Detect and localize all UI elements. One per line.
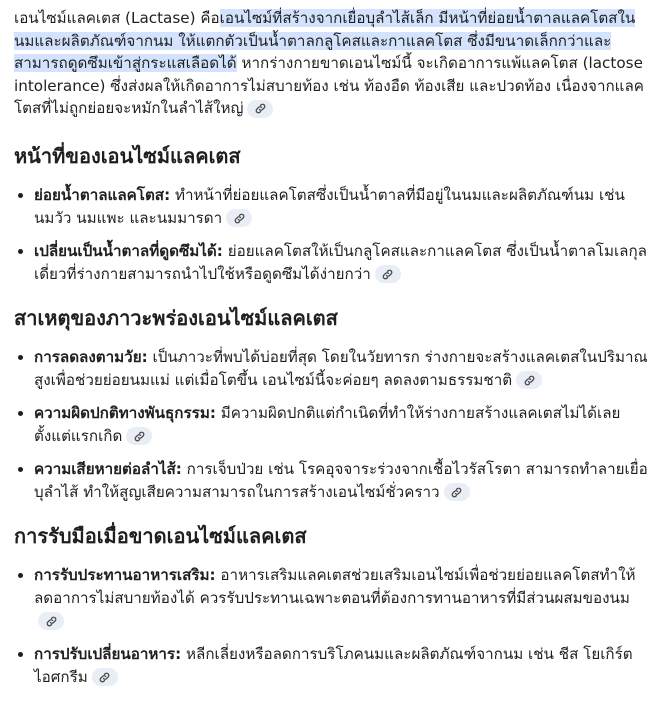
intro-text-start: เอนไซม์แลคเตส (Lactase) คือ [14,9,220,27]
source-link-button[interactable] [516,371,542,389]
section-title-functions: หน้าที่ของเอนไซม์แลคเตส [14,143,241,168]
item-term: ย่อยน้ำตาลแลคโตส: [34,185,171,204]
item-term: ความผิดปกติทางพันธุกรรม: [34,403,216,422]
list-item [34,564,652,633]
section-title-causes: สาเหตุของภาวะพร่องเอนไซม์แลคเตส [14,305,338,330]
source-link-button[interactable] [375,265,401,283]
source-link-button[interactable] [226,209,252,227]
intro-paragraph [14,7,652,120]
item-text: มีความผิดปกติแต่กำเนิดที่ทำให้ร่างกายสร้างแลคเตสไม่ได้เลยตั้งแต่แรกเกิด [34,403,621,445]
link-icon [233,212,246,225]
link-icon [450,486,463,499]
list-item [34,346,652,392]
link-icon [133,430,146,443]
list-item [34,458,652,504]
list-item [34,643,652,689]
item-term: การปรับเปลี่ยนอาหาร: [34,644,182,663]
item-term: ความเสียหายต่อลำไส้: [34,459,182,478]
source-link-button[interactable] [126,427,152,445]
item-text: เป็นภาวะที่พบได้บ่อยที่สุด โดยในวัยทารก ร่างกายจะสร้างแลคเตสในปริมาณสูงเพื่อช่วยย่อยนมแม่ แต่เมื่อโตขึ้น เอนไซม์นี้จะค่อยๆ ลดลงตามธรรมชาติ [34,347,648,389]
causes-list [14,346,652,504]
functions-list [14,184,652,286]
management-list [14,564,652,689]
link-icon [523,374,536,387]
link-icon [381,268,394,281]
item-text: ย่อยแลคโตสให้เป็นกลูโคสและกาแลคโตส ซึ่งเป็นน้ำตาลโมเลกุลเดี่ยวที่ร่างกายสามารถนำไปใช้หรือดูดซึมได้ง่ายกว่า [34,241,647,283]
list-item [34,184,652,230]
intro-text-end: หากร่างกายขาดเอนไซม์นี้ จะเกิดอาการแพ้แลคโตส (lactose intolerance) ซึ่งส่งผลให้เกิดอาการไม่สบายท้อง เช่น ท้องอืด ท้องเสีย และปวดท้อง เนื่องจากแลคโตสที่ไม่ถูกย่อยจะหมักในลำไส้ใหญ่ [14,54,644,117]
item-term: การรับประทานอาหารเสริม: [34,565,216,584]
link-icon [45,615,58,628]
list-item [34,240,652,286]
item-term: เปลี่ยนเป็นน้ำตาลที่ดูดซึมได้: [34,241,223,260]
highlighted-definition[interactable]: เอนไซม์ที่สร้างจากเยื่อบุลำไส้เล็ก มีหน้าที่ย่อยน้ำตาลแลคโตสในนมและผลิตภัณฑ์จากนม ให้แตกตัวเป็นน้ำตาลกลูโคสและกาแลคโตส ซึ่งมีขนาดเล็กกว่าและสามารถดูดซึมเข้าสู่กระแสเลือดได้ [14,9,636,72]
source-link-button[interactable] [444,483,470,501]
link-icon [98,671,111,684]
source-link-button[interactable] [247,100,273,118]
list-item [34,402,652,448]
section-title-management: การรับมือเมื่อขาดเอนไซม์แลคเตส [14,523,307,548]
item-term: การลดลงตามวัย: [34,347,148,366]
item-text: การเจ็บป่วย เช่น โรคอุจจาระร่วงจากเชื้อไวรัสโรตา สามารถทำลายเยื่อบุลำไส้ ทำให้สูญเสียความสามารถในการสร้างเอนไซม์ชั่วคราว [34,459,648,501]
item-text: ทำหน้าที่ย่อยแลคโตสซึ่งเป็นน้ำตาลที่มีอยู่ในนมและผลิตภัณฑ์นม เช่น นมวัว นมแพะ และนมมารดา [34,185,625,227]
link-icon [254,102,267,115]
source-link-button[interactable] [92,668,118,686]
item-text: อาหารเสริมแลคเตสช่วยเสริมเอนไซม์เพื่อช่วยย่อยแลคโตสทำให้ลดอาการไม่สบายท้องได้ ควรรับประทานเฉพาะตอนที่ต้องการทานอาหารที่มีส่วนผสมของนม [34,565,636,607]
item-text: หลีกเลี่ยงหรือลดการบริโภคนมและผลิตภัณฑ์จากนม เช่น ชีส โยเกิร์ตไอศกรีม [34,644,633,686]
source-link-button[interactable] [38,612,64,630]
